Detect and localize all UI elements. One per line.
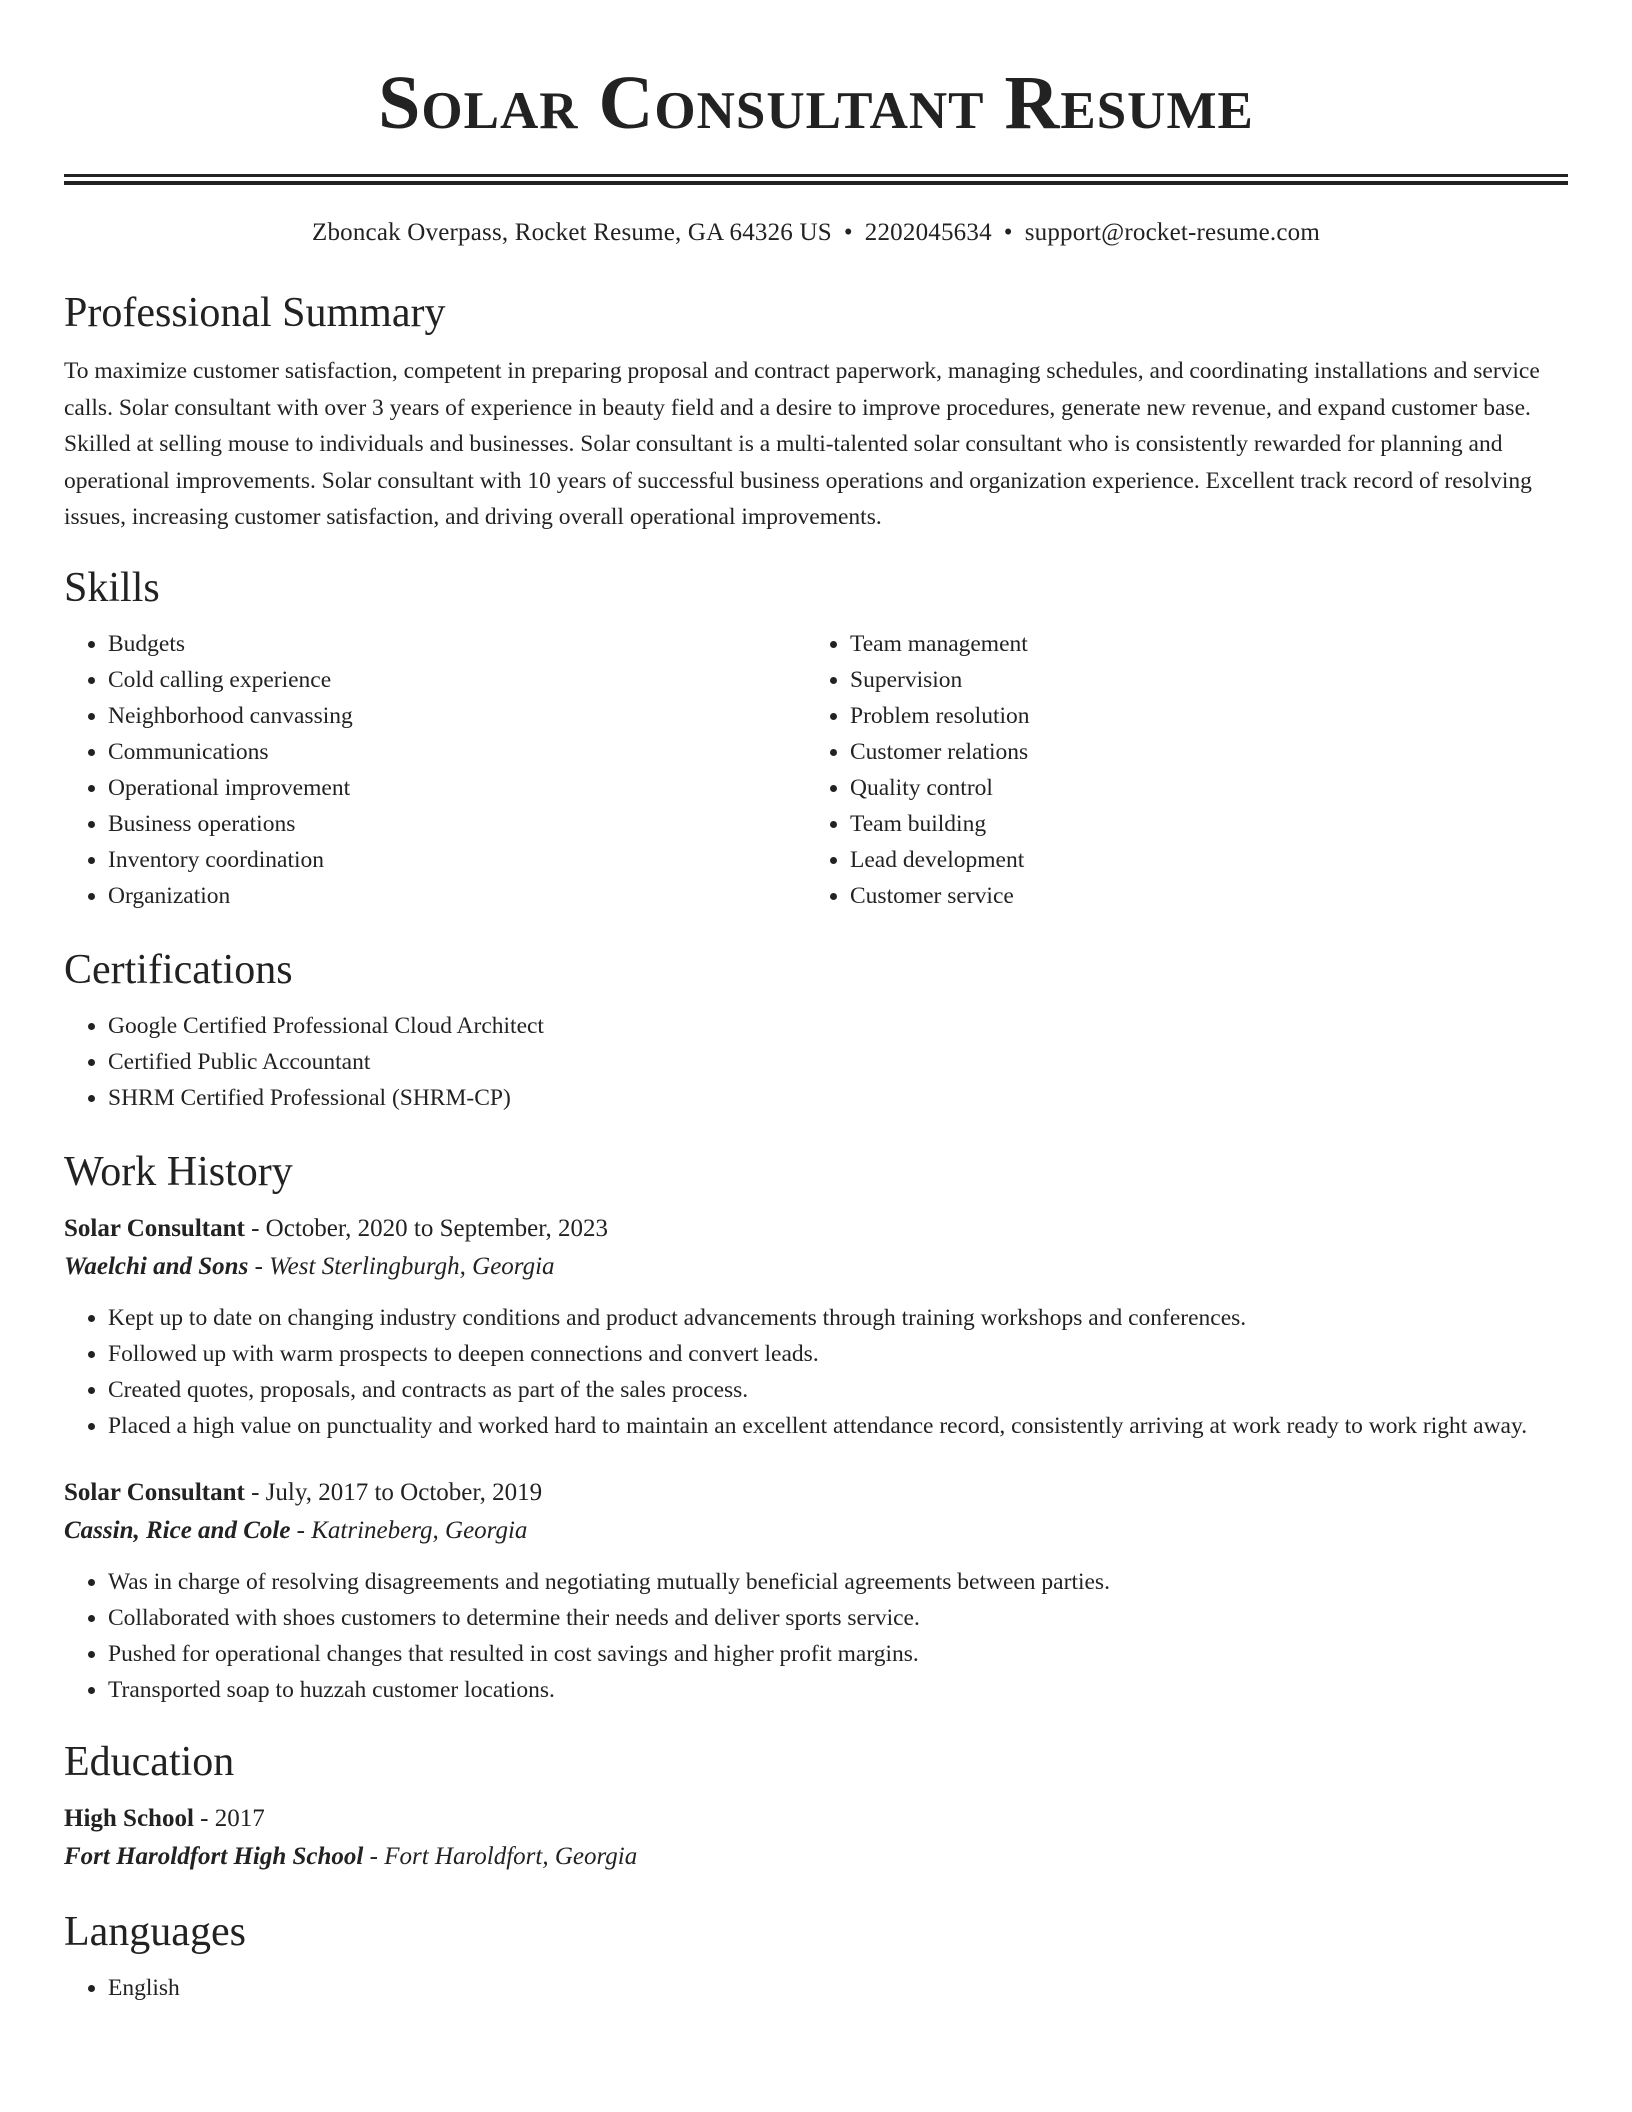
- contact-phone: 2202045634: [864, 219, 992, 246]
- skill-item: • Cold calling experience: [108, 662, 806, 698]
- job-duty: • Placed a high value on punctuality and worked hard to maintain an excellent attendance record, consistently arriving at work ready to work right away.: [108, 1408, 1568, 1444]
- job-title-line: [64, 1210, 1568, 1248]
- job-title: Solar Consultant: [64, 1478, 245, 1506]
- skills-heading: Skills: [64, 564, 160, 611]
- job-dates: - July, 2017 to October, 2019: [244, 1478, 543, 1506]
- education-year: - 2017: [193, 1804, 265, 1832]
- skill-item: • Inventory coordination: [108, 842, 806, 878]
- skill-item: • Operational improvement: [108, 770, 806, 806]
- skills-columns: [64, 626, 1568, 914]
- skill-item: • Budgets: [108, 626, 806, 662]
- certification-item: • SHRM Certified Professional (SHRM-CP): [108, 1080, 1568, 1116]
- job-company: Cassin, Rice and Cole: [64, 1516, 291, 1544]
- job-location: - West Sterlingburgh, Georgia: [248, 1252, 555, 1280]
- contact-separator: •: [843, 219, 853, 246]
- skill-item: • Organization: [108, 878, 806, 914]
- skill-item: • Communications: [108, 734, 806, 770]
- summary-text: To maximize customer satisfaction, competent in preparing proposal and contract paperwork, managing schedules, and coordinating installations and service calls. Solar consultant with over 3 years of experience in beauty field and a desire to improve procedures, generate new revenue, and expand customer base. Skilled at selling mouse to individuals and businesses. Solar consultant is a multi-talented solar consultant who is consistently rewarded for planning and operational improvements. Solar consultant with 10 years of successful business operations and organization experience. Excellent track record of resolving issues, increasing customer satisfaction, and driving overall operational improvements.: [64, 358, 1540, 530]
- job-duty: • Followed up with warm prospects to deepen connections and convert leads.: [108, 1336, 1568, 1372]
- job-duty: • Kept up to date on changing industry conditions and product advancements through training workshops and conferences.: [108, 1300, 1568, 1336]
- skill-item: • Quality control: [850, 770, 1030, 806]
- job-entry: [64, 1210, 1568, 1444]
- education-school: Fort Haroldfort High School: [64, 1842, 364, 1870]
- education-school-line: [64, 1838, 1568, 1876]
- language-item: • English: [108, 1970, 1568, 2006]
- job-duties-list: [64, 1564, 1568, 1708]
- skill-item: • Team building: [850, 806, 1030, 842]
- education-heading: Education: [64, 1738, 235, 1785]
- job-location: - Katrineberg, Georgia: [290, 1516, 528, 1544]
- skills-list-left: [64, 626, 806, 914]
- resume-title: Solar Consultant Resume: [378, 61, 1254, 145]
- job-company-line: [64, 1512, 1568, 1550]
- languages-heading: Languages: [64, 1908, 246, 1955]
- education-degree: High School: [64, 1804, 194, 1832]
- job-duties-list: [64, 1300, 1568, 1444]
- job-duty: • Transported soap to huzzah customer locations.: [108, 1672, 1568, 1708]
- contact-email: support@rocket-resume.com: [1024, 219, 1321, 246]
- certifications-list: [64, 1008, 1568, 1116]
- job-title: Solar Consultant: [64, 1214, 245, 1242]
- certifications-heading: Certifications: [64, 946, 293, 993]
- skill-item: • Problem resolution: [850, 698, 1030, 734]
- skill-item: • Neighborhood canvassing: [108, 698, 806, 734]
- skill-item: • Team management: [850, 626, 1030, 662]
- job-duty: • Pushed for operational changes that resulted in cost savings and higher profit margins.: [108, 1636, 1568, 1672]
- job-duty: • Was in charge of resolving disagreements and negotiating mutually beneficial agreements between parties.: [108, 1564, 1568, 1600]
- certification-item: • Certified Public Accountant: [108, 1044, 1568, 1080]
- skill-item: • Business operations: [108, 806, 806, 842]
- skill-item: • Lead development: [850, 842, 1030, 878]
- job-dates: - October, 2020 to September, 2023: [244, 1214, 609, 1242]
- education-location: - Fort Haroldfort, Georgia: [363, 1842, 638, 1870]
- skill-item: • Customer relations: [850, 734, 1030, 770]
- job-duty: • Created quotes, proposals, and contracts as part of the sales process.: [108, 1372, 1568, 1408]
- contact-separator: •: [1003, 219, 1013, 246]
- contact-line: [64, 217, 1568, 249]
- job-company-line: [64, 1248, 1568, 1286]
- title-divider: [64, 174, 1568, 185]
- languages-list: [64, 1970, 1568, 2006]
- skill-item: • Supervision: [850, 662, 1030, 698]
- job-title-line: [64, 1474, 1568, 1512]
- skill-item: • Customer service: [850, 878, 1030, 914]
- certification-item: • Google Certified Professional Cloud Architect: [108, 1008, 1568, 1044]
- summary-heading: Professional Summary: [64, 290, 446, 336]
- education-degree-line: [64, 1800, 1568, 1838]
- contact-address: Zboncak Overpass, Rocket Resume, GA 64326 US: [311, 219, 832, 246]
- job-entry: [64, 1474, 1568, 1708]
- job-duty: • Collaborated with shoes customers to determine their needs and deliver sports service.: [108, 1600, 1568, 1636]
- job-company: Waelchi and Sons: [64, 1252, 249, 1280]
- work-history-heading: Work History: [64, 1148, 293, 1195]
- education-entry: [64, 1800, 1568, 1876]
- skills-list-right: [806, 626, 1030, 914]
